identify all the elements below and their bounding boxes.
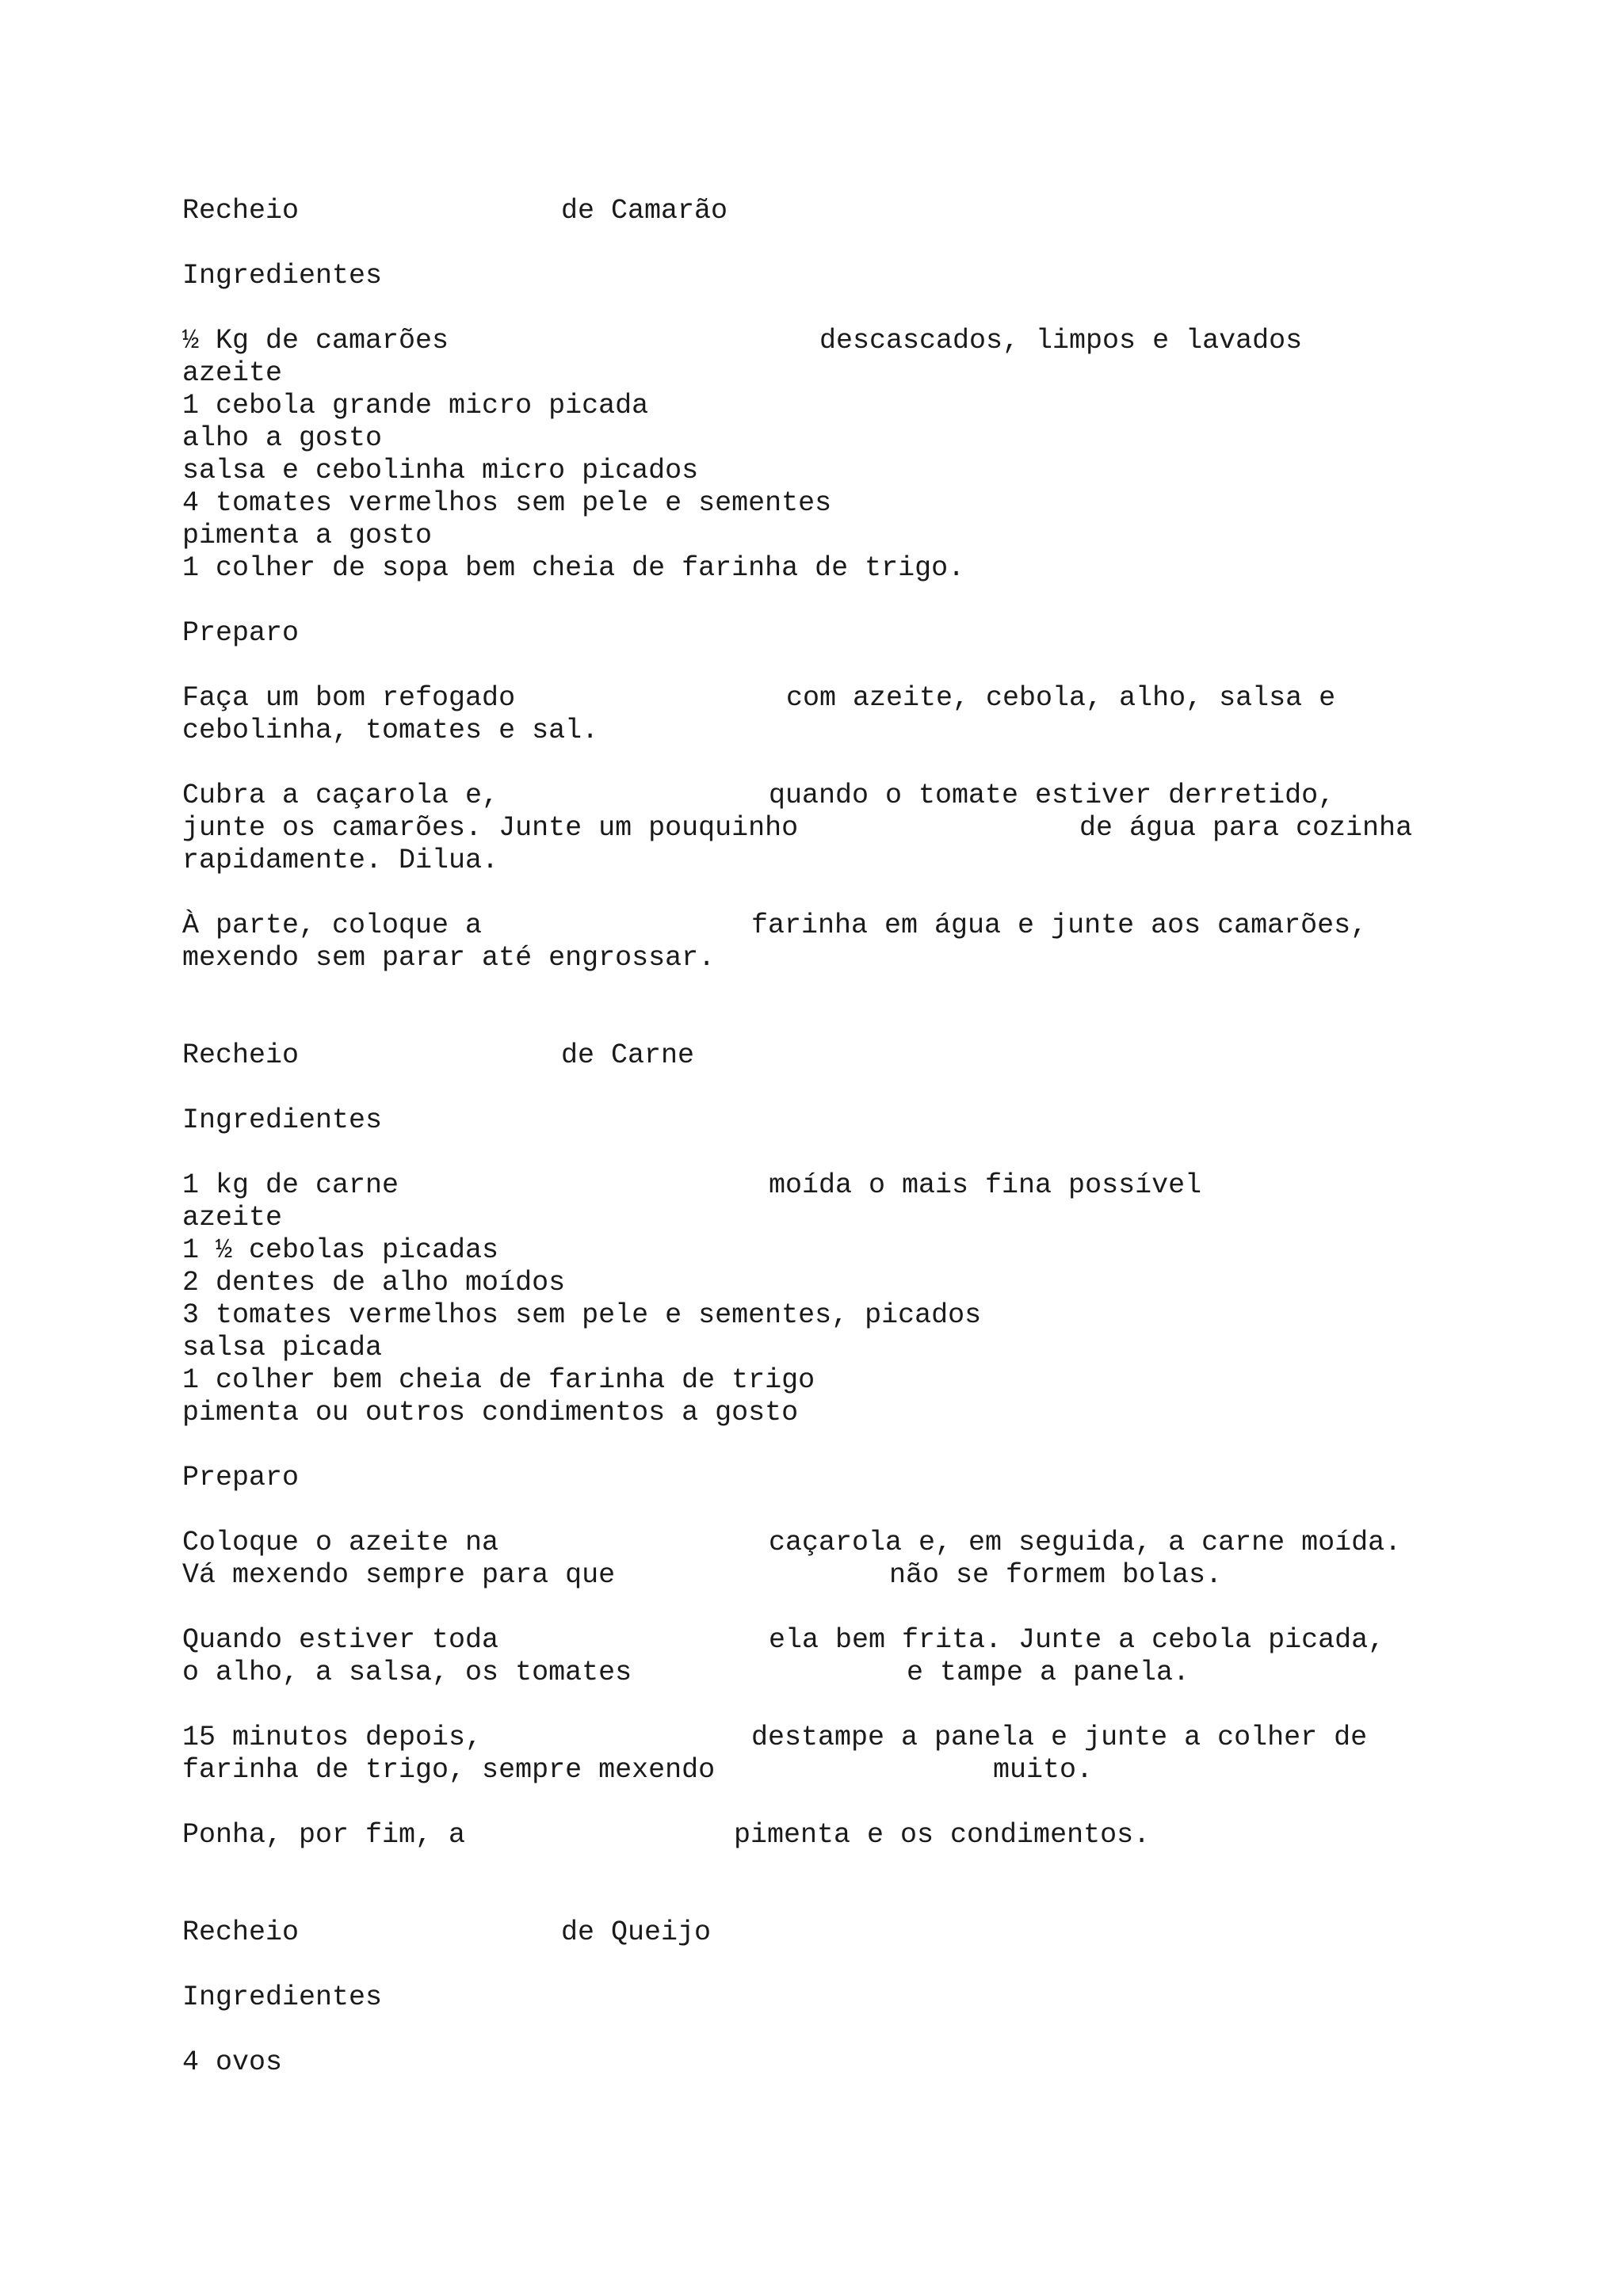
preparation-text: À parte, coloque a (182, 910, 483, 941)
preparation-text: rapidamente. Dilua. (182, 845, 499, 876)
ingredient-line: 1 colher bem cheia de farinha de trigo (182, 1364, 815, 1396)
preparation-text: com azeite, cebola, alho, salsa e (786, 682, 1336, 714)
section-title-right: de Camarão (561, 195, 728, 227)
ingredient-line: 1 kg de carne (182, 1169, 399, 1201)
preparation-text: Vá mexendo sempre para que (182, 1559, 616, 1591)
ingredients-heading: Ingredientes (182, 1981, 383, 2013)
preparation-text: destampe a panela e junte a colher de (751, 1722, 1368, 1753)
preparation-text: farinha de trigo, sempre mexendo (182, 1754, 716, 1786)
section-title-left: Recheio (182, 195, 300, 227)
preparation-text: Quando estiver toda (182, 1624, 499, 1656)
preparation-text: Faça um bom refogado (182, 682, 516, 714)
preparation-text: Cubra a caçarola e, (182, 780, 499, 811)
preparation-text: 15 minutos depois, (182, 1722, 483, 1753)
preparation-text: caçarola e, em seguida, a carne moída. (769, 1527, 1402, 1558)
ingredient-line: azeite (182, 357, 283, 389)
ingredient-line: ½ Kg de camarões (182, 325, 449, 357)
ingredient-line: 1 cebola grande micro picada (182, 390, 649, 421)
preparation-text: cebolinha, tomates e sal. (182, 715, 599, 746)
section-title-left: Recheio (182, 1917, 300, 1948)
preparation-text: junte os camarões. Junte um pouquinho (182, 812, 799, 844)
ingredient-line: 2 dentes de alho moídos (182, 1267, 566, 1299)
preparation-text: de água para cozinha (1079, 812, 1413, 844)
preparation-heading: Preparo (182, 1462, 300, 1493)
preparation-text: pimenta e os condimentos. (734, 1819, 1151, 1851)
ingredient-line: 4 ovos (182, 2046, 283, 2078)
ingredients-heading: Ingredientes (182, 260, 383, 292)
ingredient-line: salsa picada (182, 1332, 383, 1363)
ingredient-line: alho a gosto (182, 422, 383, 454)
preparation-text: farinha em água e junte aos camarões, (751, 910, 1368, 941)
ingredient-line: 1 ½ cebolas picadas (182, 1234, 499, 1266)
preparation-text: quando o tomate estiver derretido, (769, 780, 1335, 811)
preparation-text: o alho, a salsa, os tomates (182, 1657, 632, 1688)
section-title-left: Recheio (182, 1039, 300, 1071)
ingredient-line: pimenta ou outros condimentos a gosto (182, 1397, 799, 1428)
ingredient-line: azeite (182, 1202, 283, 1234)
ingredient-line: pimenta a gosto (182, 520, 433, 551)
ingredient-line: 4 tomates vermelhos sem pele e sementes (182, 487, 832, 519)
ingredient-line-continuation: descascados, limpos e lavados (819, 325, 1303, 357)
preparation-text: mexendo sem parar até engrossar. (182, 942, 716, 974)
section-title-right: de Carne (561, 1039, 695, 1071)
ingredients-heading: Ingredientes (182, 1104, 383, 1136)
ingredient-line-continuation: moída o mais fina possível (769, 1169, 1202, 1201)
preparation-text: ela bem frita. Junte a cebola picada, (769, 1624, 1385, 1656)
ingredient-line: 3 tomates vermelhos sem pele e sementes, picados (182, 1299, 982, 1331)
preparation-text: não se formem bolas. (889, 1559, 1223, 1591)
section-title-right: de Queijo (561, 1917, 712, 1948)
ingredient-line: salsa e cebolinha micro picados (182, 455, 699, 486)
preparation-text: e tampe a panela. (907, 1657, 1190, 1688)
preparation-text: Ponha, por fim, a (182, 1819, 466, 1851)
preparation-text: Coloque o azeite na (182, 1527, 499, 1558)
preparation-text: muito. (993, 1754, 1094, 1786)
ingredient-line: 1 colher de sopa bem cheia de farinha de trigo. (182, 552, 965, 584)
preparation-heading: Preparo (182, 617, 300, 649)
